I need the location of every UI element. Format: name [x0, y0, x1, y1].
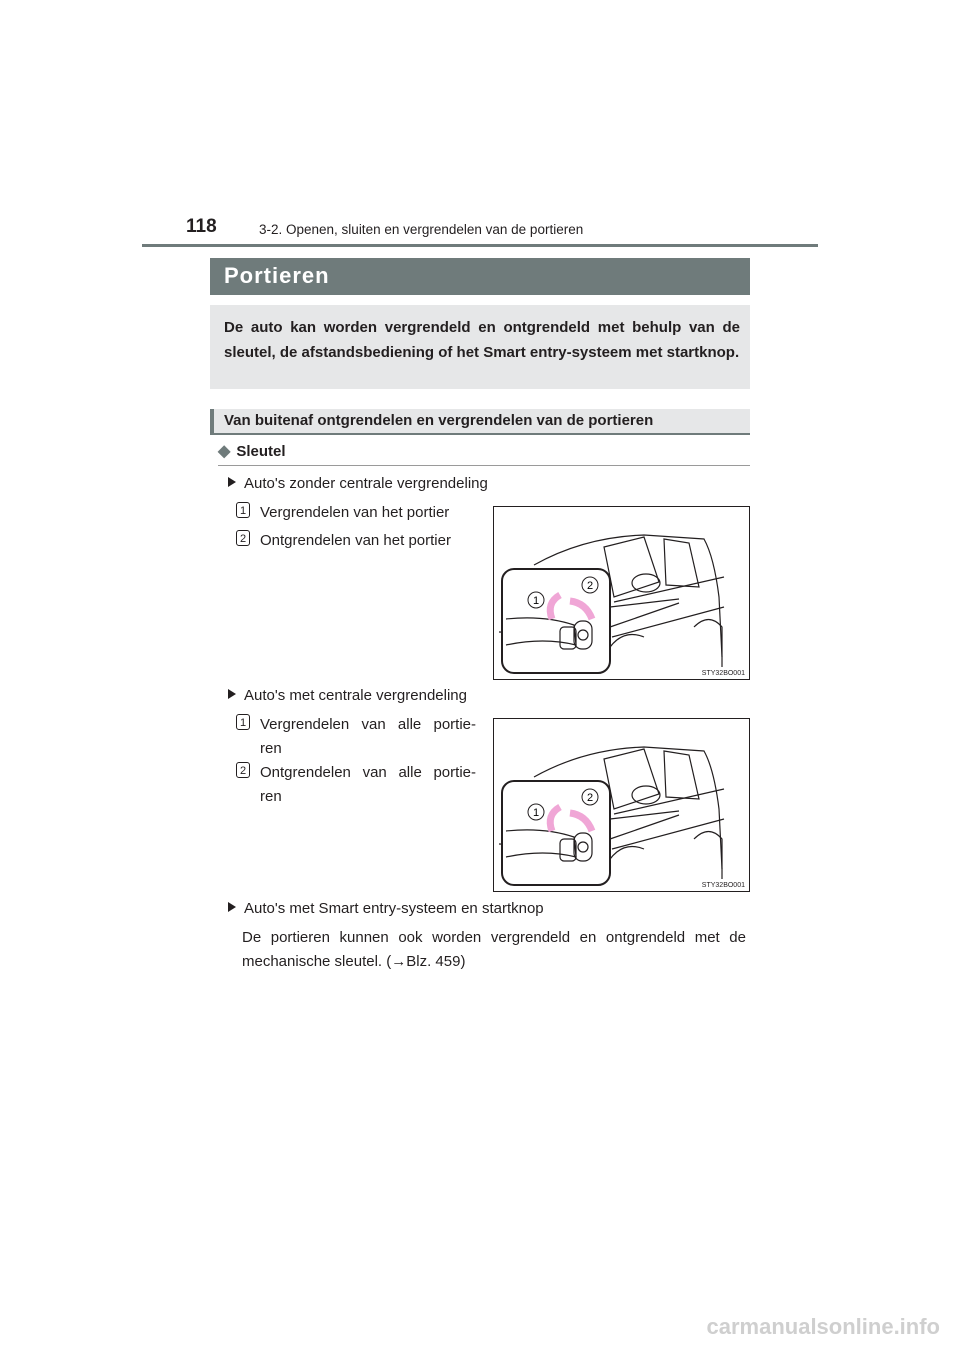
header-section-path: 3-2. Openen, sluiten en vergrendelen van de portieren: [259, 222, 584, 237]
diamond-icon: ◆: [218, 443, 231, 460]
bullet-text: Auto's met centrale vergrendeling: [244, 687, 467, 704]
triangle-bullet-icon: [228, 689, 236, 699]
car-door-illustration: [494, 719, 749, 891]
subsection-rule: [218, 465, 750, 466]
triangle-bullet-icon: [228, 477, 236, 487]
intro-box: De auto kan worden vergrendeld en ontgrendeld met behulp van de sleutel, de afstandsbediening of het Smart entry-systeem met startknop.: [210, 305, 750, 389]
item-line: ren: [260, 788, 282, 805]
page-title: Portieren: [210, 258, 750, 295]
figure-label-1: 1: [532, 807, 540, 819]
watermark: carmanualsonline.info: [706, 1314, 940, 1339]
figure-key-door-lock-1: [493, 506, 750, 680]
figure-key-door-lock-2: [493, 718, 750, 892]
number-badge-1: 1: [236, 714, 250, 730]
item-line: Vergrendelen van alle portie-: [260, 716, 476, 733]
number-badge-2: 2: [236, 762, 250, 778]
subsection-heading: [218, 441, 286, 461]
bullet-smart-entry: [228, 900, 544, 917]
triangle-bullet-icon: [228, 902, 236, 912]
item-text: Vergrendelen van het portier: [260, 504, 450, 521]
bullet-central-locking: [228, 687, 467, 704]
figure-label-2: 2: [586, 792, 594, 804]
subsection-title: Sleutel: [236, 443, 286, 460]
bullet-text: Auto's met Smart entry-systeem en startknop: [244, 900, 544, 917]
figure-code: STY32BO001: [701, 670, 745, 677]
figure-label-2: 2: [586, 580, 594, 592]
smart-entry-paragraph: De portieren kunnen ook worden vergrendeld en ontgrendeld met de mechanische sleutel. (→Blz. 459): [242, 929, 746, 970]
header-rule: [142, 244, 818, 247]
figure-code: STY32BO001: [701, 882, 745, 889]
page-number: 118: [186, 216, 217, 237]
section-heading: Van buitenaf ontgrendelen en vergrendelen van de portieren: [210, 409, 750, 435]
bullet-no-central-locking: [228, 475, 488, 492]
number-badge-2: 2: [236, 530, 250, 546]
item-line: Ontgrendelen van alle portie-: [260, 764, 476, 781]
item-text: [260, 713, 476, 761]
item-text: Ontgrendelen van het portier: [260, 532, 451, 549]
item-text: [260, 761, 476, 809]
item-line: ren: [260, 740, 282, 757]
bullet-text: Auto's zonder centrale vergrendeling: [244, 475, 488, 492]
figure-label-1: 1: [532, 595, 540, 607]
number-badge-1: 1: [236, 502, 250, 518]
car-door-illustration: [494, 507, 749, 679]
